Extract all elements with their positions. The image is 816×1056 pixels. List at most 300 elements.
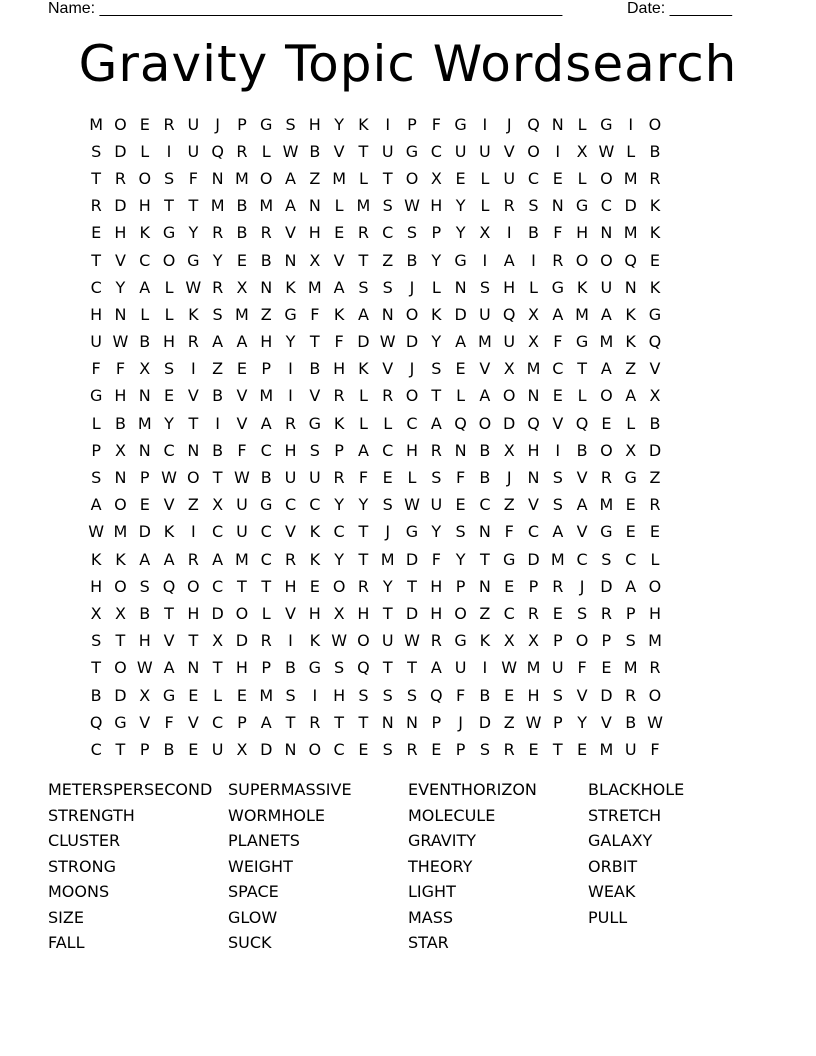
grid-letter[interactable]: U [454,141,467,161]
grid-letter[interactable]: H [114,386,127,406]
grid-letter[interactable]: R [357,223,369,243]
grid-letter[interactable]: I [288,631,293,651]
grid-letter[interactable]: X [503,359,515,379]
grid-letter[interactable]: R [527,603,540,623]
grid-letter[interactable]: U [551,658,564,678]
grid-letter[interactable]: N [308,196,321,216]
grid-letter[interactable]: W [234,468,250,488]
grid-letter[interactable]: Q [454,413,467,433]
grid-letter[interactable]: M [599,332,614,352]
grid-letter[interactable]: C [90,739,102,759]
grid-letter[interactable]: X [649,386,661,406]
grid-letter[interactable]: M [623,658,638,678]
grid-letter[interactable]: C [479,495,491,515]
grid-letter[interactable]: D [405,332,419,352]
grid-letter[interactable]: N [381,712,394,732]
grid-letter[interactable]: M [235,304,249,324]
grid-letter[interactable]: P [407,114,417,134]
grid-letter[interactable]: R [430,631,442,651]
grid-letter[interactable]: X [114,603,126,623]
grid-letter[interactable]: E [577,739,588,759]
grid-letter[interactable]: F [456,468,466,488]
grid-letter[interactable]: C [625,549,637,569]
grid-letter[interactable]: H [308,603,321,623]
grid-letter[interactable]: E [625,495,636,515]
grid-letter[interactable]: Q [527,114,540,134]
grid-letter[interactable]: Y [455,196,466,216]
grid-letter[interactable]: K [285,277,296,297]
grid-letter[interactable]: X [139,685,151,705]
grid-letter[interactable]: A [576,495,588,515]
grid-letter[interactable]: M [332,168,347,188]
grid-letter[interactable]: E [358,739,369,759]
grid-letter[interactable]: K [309,549,321,569]
grid-letter[interactable]: H [308,223,321,243]
grid-letter[interactable]: Q [430,685,443,705]
grid-letter[interactable]: T [188,196,199,216]
grid-letter[interactable]: B [309,359,321,379]
name-field[interactable]: Name: ____________________________________________________ [48,0,563,17]
grid-letter[interactable]: E [552,603,563,623]
grid-letter[interactable]: Z [649,468,661,488]
grid-letter[interactable]: L [358,413,368,433]
grid-letter[interactable]: D [478,712,492,732]
grid-letter[interactable]: X [90,603,102,623]
grid-letter[interactable]: C [163,440,175,460]
grid-letter[interactable]: V [187,386,199,406]
grid-letter[interactable]: A [90,495,102,515]
grid-letter[interactable]: D [527,549,540,569]
grid-letter[interactable]: N [454,440,467,460]
grid-letter[interactable]: D [114,196,127,216]
grid-letter[interactable]: R [430,440,442,460]
grid-letter[interactable]: Z [212,359,224,379]
grid-letter[interactable]: G [284,304,297,324]
grid-letter[interactable]: R [333,386,345,406]
grid-letter[interactable]: O [575,631,589,651]
grid-letter[interactable]: S [163,359,175,379]
grid-letter[interactable]: V [285,522,296,542]
grid-letter[interactable]: O [187,576,200,596]
grid-letter[interactable]: L [529,277,538,297]
grid-letter[interactable]: B [479,440,491,460]
grid-letter[interactable]: B [309,141,321,161]
grid-letter[interactable]: F [456,685,466,705]
grid-letter[interactable]: S [625,631,636,651]
grid-letter[interactable]: G [575,332,589,352]
grid-letter[interactable]: S [552,468,563,488]
grid-letter[interactable]: J [506,468,512,488]
grid-letter[interactable]: R [649,495,661,515]
grid-letter[interactable]: C [333,522,345,542]
grid-letter[interactable]: J [215,114,220,134]
grid-letter[interactable]: W [647,712,663,732]
grid-letter[interactable]: G [600,114,613,134]
grid-letter[interactable]: X [528,332,539,352]
grid-letter[interactable]: G [162,223,176,243]
grid-letter[interactable]: A [430,413,442,433]
grid-letter[interactable]: A [285,168,296,188]
grid-letter[interactable]: K [333,304,345,324]
grid-letter[interactable]: U [308,468,321,488]
grid-letter[interactable]: V [576,468,588,488]
grid-letter[interactable]: F [91,359,101,379]
grid-letter[interactable]: T [382,603,393,623]
grid-letter[interactable]: Y [431,332,442,352]
grid-letter[interactable]: L [358,168,368,188]
grid-letter[interactable]: V [382,359,394,379]
grid-letter[interactable]: F [577,658,587,678]
grid-letter[interactable]: M [259,196,274,216]
grid-letter[interactable]: O [648,576,662,596]
grid-letter[interactable]: H [357,603,370,623]
grid-letter[interactable]: I [555,440,561,460]
grid-letter[interactable]: T [285,712,296,732]
grid-letter[interactable]: A [357,440,369,460]
grid-letter[interactable]: C [503,603,515,623]
grid-letter[interactable]: W [185,277,202,297]
grid-letter[interactable]: Z [503,495,515,515]
grid-letter[interactable]: K [163,522,175,542]
grid-letter[interactable]: E [91,223,102,243]
grid-letter[interactable]: O [114,114,127,134]
grid-letter[interactable]: P [552,712,563,732]
grid-letter[interactable]: L [577,168,587,188]
grid-letter[interactable]: B [479,685,491,705]
grid-letter[interactable]: A [430,658,442,678]
grid-letter[interactable]: W [404,196,420,216]
grid-letter[interactable]: N [284,739,297,759]
grid-letter[interactable]: D [357,332,370,352]
grid-letter[interactable]: N [260,277,273,297]
grid-letter[interactable]: A [139,277,151,297]
grid-letter[interactable]: R [90,196,102,216]
grid-letter[interactable]: I [312,685,318,705]
grid-letter[interactable]: D [405,603,419,623]
grid-letter[interactable]: B [236,196,248,216]
grid-letter[interactable]: O [600,250,613,270]
grid-letter[interactable]: P [334,440,344,460]
grid-letter[interactable]: L [140,141,150,161]
grid-letter[interactable]: Y [334,549,344,569]
grid-letter[interactable]: H [260,332,273,352]
grid-letter[interactable]: O [478,413,492,433]
grid-letter[interactable]: K [309,631,321,651]
grid-letter[interactable]: M [113,522,128,542]
grid-letter[interactable]: M [599,739,614,759]
grid-letter[interactable]: C [212,522,224,542]
grid-letter[interactable]: Y [212,250,223,270]
grid-letter[interactable]: Y [334,495,344,515]
grid-letter[interactable]: L [213,685,223,705]
grid-letter[interactable]: Y [431,522,442,542]
grid-letter[interactable]: W [404,495,420,515]
grid-letter[interactable]: N [551,196,564,216]
grid-letter[interactable]: B [236,223,248,243]
grid-letter[interactable]: G [260,114,273,134]
grid-letter[interactable]: P [431,712,442,732]
grid-letter[interactable]: C [139,250,151,270]
grid-letter[interactable]: N [454,277,467,297]
grid-letter[interactable]: F [310,304,320,324]
grid-letter[interactable]: U [503,168,516,188]
grid-letter[interactable]: T [552,739,563,759]
grid-letter[interactable]: Q [527,413,540,433]
grid-letter[interactable]: H [648,603,661,623]
grid-letter[interactable]: H [284,440,297,460]
grid-letter[interactable]: X [212,631,224,651]
grid-letter[interactable]: K [188,304,199,324]
grid-letter[interactable]: U [90,332,102,352]
grid-letter[interactable]: G [260,495,273,515]
grid-letter[interactable]: H [187,603,200,623]
grid-letter[interactable]: X [479,223,491,243]
grid-letter[interactable]: O [308,739,322,759]
grid-letter[interactable]: A [503,250,515,270]
grid-letter[interactable]: B [576,440,588,460]
grid-letter[interactable]: L [480,196,490,216]
grid-letter[interactable]: P [139,468,150,488]
grid-letter[interactable]: A [552,304,564,324]
grid-letter[interactable]: E [504,685,515,705]
grid-letter[interactable]: H [333,359,346,379]
grid-letter[interactable]: Y [188,223,199,243]
grid-letter[interactable]: E [504,576,515,596]
grid-letter[interactable]: W [161,468,177,488]
grid-letter[interactable]: P [552,631,563,651]
grid-letter[interactable]: Z [260,304,272,324]
grid-letter[interactable]: P [431,223,442,243]
grid-letter[interactable]: R [236,141,248,161]
grid-letter[interactable]: X [333,603,345,623]
grid-letter[interactable]: M [623,168,638,188]
grid-letter[interactable]: R [187,332,199,352]
grid-letter[interactable]: C [600,196,612,216]
grid-letter[interactable]: O [527,141,540,161]
grid-letter[interactable]: H [576,223,589,243]
grid-letter[interactable]: B [260,468,272,488]
grid-letter[interactable]: F [188,168,198,188]
grid-letter[interactable]: E [455,168,466,188]
grid-letter[interactable]: M [623,223,638,243]
grid-letter[interactable]: D [600,576,613,596]
grid-letter[interactable]: M [575,304,589,324]
grid-letter[interactable]: S [309,440,320,460]
grid-letter[interactable]: X [528,631,539,651]
grid-letter[interactable]: V [285,603,296,623]
grid-letter[interactable]: N [478,576,491,596]
grid-letter[interactable]: W [112,332,129,352]
grid-letter[interactable]: O [600,168,613,188]
grid-letter[interactable]: H [333,685,346,705]
grid-letter[interactable]: F [553,332,563,352]
grid-letter[interactable]: G [162,685,176,705]
grid-letter[interactable]: X [114,440,126,460]
grid-letter[interactable]: M [307,277,322,297]
grid-letter[interactable]: L [407,468,417,488]
grid-letter[interactable]: N [114,468,127,488]
grid-letter[interactable]: K [309,522,321,542]
grid-letter[interactable]: G [405,522,419,542]
grid-letter[interactable]: N [381,304,394,324]
grid-letter[interactable]: O [162,250,176,270]
grid-letter[interactable]: T [261,576,272,596]
grid-letter[interactable]: B [406,250,418,270]
grid-letter[interactable]: S [91,631,102,651]
grid-letter[interactable]: V [285,223,296,243]
grid-letter[interactable]: A [212,332,224,352]
grid-letter[interactable]: A [163,658,175,678]
grid-letter[interactable]: E [139,114,150,134]
grid-letter[interactable]: T [91,250,102,270]
grid-letter[interactable]: X [503,631,515,651]
grid-letter[interactable]: F [504,522,514,542]
grid-letter[interactable]: O [114,658,127,678]
grid-letter[interactable]: T [334,712,344,732]
grid-letter[interactable]: Y [455,549,466,569]
grid-letter[interactable]: Z [625,359,637,379]
grid-letter[interactable]: K [649,223,661,243]
grid-letter[interactable]: T [358,712,369,732]
grid-letter[interactable]: B [114,413,126,433]
grid-letter[interactable]: B [139,603,151,623]
grid-letter[interactable]: M [259,685,274,705]
grid-letter[interactable]: B [139,332,151,352]
grid-letter[interactable]: E [236,250,247,270]
grid-letter[interactable]: B [625,712,637,732]
grid-letter[interactable]: R [114,168,126,188]
grid-letter[interactable]: H [138,631,151,651]
grid-letter[interactable]: B [90,685,102,705]
grid-letter[interactable]: N [551,114,564,134]
grid-letter[interactable]: S [431,468,442,488]
grid-letter[interactable]: T [212,658,223,678]
grid-letter[interactable]: L [577,114,587,134]
grid-letter[interactable]: N [527,386,540,406]
grid-letter[interactable]: R [284,413,297,433]
grid-letter[interactable]: S [382,739,393,759]
grid-letter[interactable]: H [430,576,443,596]
grid-letter[interactable]: V [309,386,321,406]
grid-letter[interactable]: Q [211,141,224,161]
grid-letter[interactable]: Y [455,223,466,243]
grid-letter[interactable]: H [138,196,151,216]
grid-letter[interactable]: N [600,223,613,243]
grid-letter[interactable]: S [358,685,369,705]
grid-letter[interactable]: T [382,168,393,188]
grid-letter[interactable]: D [454,304,467,324]
grid-letter[interactable]: H [405,440,419,460]
grid-letter[interactable]: V [163,495,175,515]
grid-letter[interactable]: Y [382,576,393,596]
grid-letter[interactable]: R [382,386,394,406]
grid-letter[interactable]: K [139,223,150,243]
grid-letter[interactable]: V [528,495,539,515]
grid-letter[interactable]: K [649,196,661,216]
grid-letter[interactable]: V [236,386,248,406]
grid-letter[interactable]: D [503,413,516,433]
grid-letter[interactable]: Y [334,114,344,134]
grid-letter[interactable]: U [430,495,443,515]
grid-letter[interactable]: T [188,631,199,651]
grid-letter[interactable]: P [528,576,539,596]
grid-letter[interactable]: R [309,712,321,732]
grid-letter[interactable]: I [166,141,172,161]
grid-letter[interactable]: H [527,685,540,705]
grid-letter[interactable]: A [260,413,272,433]
grid-letter[interactable]: V [114,250,126,270]
grid-letter[interactable]: Q [624,250,637,270]
grid-letter[interactable]: V [333,250,345,270]
grid-letter[interactable]: U [236,495,248,515]
grid-letter[interactable]: S [91,468,102,488]
grid-letter[interactable]: L [626,413,636,433]
grid-letter[interactable]: S [431,359,442,379]
grid-letter[interactable]: K [115,549,126,569]
grid-letter[interactable]: O [405,168,419,188]
grid-letter[interactable]: C [552,359,564,379]
grid-letter[interactable]: I [482,114,488,134]
grid-letter[interactable]: M [477,332,492,352]
grid-letter[interactable]: U [600,277,613,297]
grid-letter[interactable]: G [502,549,516,569]
grid-letter[interactable]: H [527,440,540,460]
grid-letter[interactable]: V [187,712,199,732]
grid-letter[interactable]: E [625,522,636,542]
grid-letter[interactable]: I [482,250,488,270]
grid-letter[interactable]: V [333,141,345,161]
grid-letter[interactable]: E [334,223,345,243]
grid-letter[interactable]: S [285,114,296,134]
grid-letter[interactable]: U [381,631,394,651]
grid-letter[interactable]: R [212,277,224,297]
grid-letter[interactable]: O [187,468,200,488]
date-field[interactable]: Date: _______ [627,0,732,17]
grid-letter[interactable]: S [577,603,588,623]
grid-letter[interactable]: S [212,304,223,324]
grid-letter[interactable]: X [309,250,321,270]
grid-letter[interactable]: Y [358,495,369,515]
grid-letter[interactable]: C [430,141,442,161]
grid-letter[interactable]: S [406,685,418,705]
grid-letter[interactable]: N [114,304,127,324]
grid-letter[interactable]: M [599,495,614,515]
grid-letter[interactable]: M [648,631,662,651]
grid-letter[interactable]: G [89,386,103,406]
grid-letter[interactable]: D [648,440,662,460]
grid-letter[interactable]: S [382,277,393,297]
grid-letter[interactable]: E [163,386,175,406]
grid-letter[interactable]: O [454,603,467,623]
grid-letter[interactable]: S [382,196,393,216]
grid-letter[interactable]: K [625,304,636,324]
grid-letter[interactable]: T [382,658,393,678]
grid-letter[interactable]: N [284,250,297,270]
grid-letter[interactable]: X [576,141,588,161]
grid-letter[interactable]: W [525,712,542,732]
grid-letter[interactable]: N [187,440,200,460]
grid-letter[interactable]: R [552,576,564,596]
grid-letter[interactable]: A [260,712,272,732]
grid-letter[interactable]: U [624,739,637,759]
grid-letter[interactable]: L [358,386,368,406]
grid-letter[interactable]: A [333,277,345,297]
grid-letter[interactable]: K [358,114,369,134]
grid-letter[interactable]: S [139,576,150,596]
grid-letter[interactable]: A [600,304,612,324]
grid-letter[interactable]: V [139,712,151,732]
grid-letter[interactable]: T [212,468,223,488]
